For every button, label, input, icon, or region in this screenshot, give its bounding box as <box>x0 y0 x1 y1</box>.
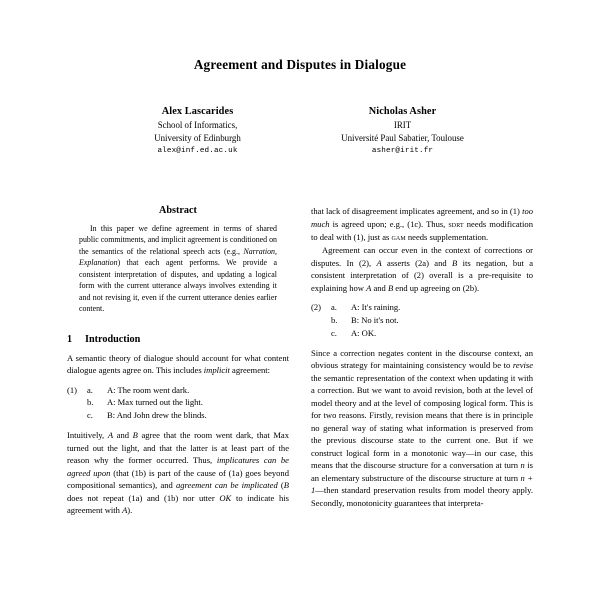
author-affiliation-line2: University of Edinburgh <box>154 133 241 144</box>
abstract-text-3: ) that each agent performs. We provide a consistent interpretation of disputes, and updating a logical form with the current utterance always involves extending it and not revising it, even if the current utterance denies earlier content. <box>79 258 277 314</box>
example-item-text: B: No it's not. <box>351 315 399 326</box>
right-paragraph-1 <box>311 205 533 244</box>
r2-text-4: and <box>371 282 388 293</box>
author-name: Alex Lascarides <box>161 105 234 117</box>
author-block-2 <box>300 105 505 157</box>
intro-italic-implicit: implicit <box>203 365 230 376</box>
example-item-text: A: OK. <box>351 327 377 338</box>
example-item <box>311 301 533 314</box>
abstract-italic-explanation: Explanation <box>79 258 118 268</box>
author-affiliation-line1: IRIT <box>393 120 412 131</box>
example-item <box>67 384 289 397</box>
intro-paragraph <box>67 352 289 377</box>
p2-text-8: ). <box>127 505 133 516</box>
r2-text-2: asserts (2a) and <box>381 257 452 268</box>
p2-text-1: Intuitively, <box>67 430 108 441</box>
r3-text-4: —then standard preservation results from model theory apply. Secondly, monotonicity guarantees that interpreta- <box>311 485 533 508</box>
example-item <box>67 396 289 409</box>
example-number: (2) <box>311 302 321 313</box>
example-item-label: a. <box>331 302 337 313</box>
p2-text-5: ( <box>277 480 284 491</box>
var-b: B <box>451 257 458 268</box>
r1-text-3: needs modification to deal with (1), just as <box>311 218 533 242</box>
author-email[interactable]: asher@irit.fr <box>371 146 434 155</box>
var-a: A <box>107 430 114 441</box>
example-item-label: c. <box>87 410 93 421</box>
r2-text-1: Agreement can occur even in the context of corrections or disputes. In (2), <box>311 245 533 268</box>
var-b2: B <box>283 480 290 491</box>
example-item-label: c. <box>331 327 337 338</box>
r3-text-2: the semantic representation of the context when updating it with a correction. But we want to avoid revision, both at the level of model theory and at the level of composing logical form. This is for two reasons. Firstly, revision means that there is in principle no general way of stating what information is preserved from the previous discourse state to the current one. But if we construct logical form in a monotonic way—in our case, this means that the discourse structure for a conversation at turn <box>311 372 533 471</box>
author-block-1 <box>95 105 300 157</box>
p2-italic-ok: OK <box>219 492 232 503</box>
intro-text-2: agreement: <box>229 365 271 376</box>
p2-text-2: and <box>113 430 133 441</box>
var-a2: A <box>122 505 128 516</box>
example-item <box>311 314 533 327</box>
abstract-heading: Abstract <box>159 205 197 216</box>
author-email[interactable]: alex@inf.ed.ac.uk <box>157 146 238 155</box>
example-item-text: A: It's raining. <box>351 302 401 313</box>
smallcaps-gam: gam <box>391 231 406 242</box>
author-list <box>0 105 600 157</box>
example-item-text: A: Max turned out the light. <box>107 397 203 408</box>
r1-text-1: that lack of disagreement implicates agreement, and so in (1) <box>311 206 523 216</box>
page-title: Agreement and Disputes in Dialogue <box>193 57 407 72</box>
r3-text-1: Since a correction negates content in the discourse context, an obvious strategy for maintaining consistency would be to <box>311 347 533 371</box>
example-item-text: B: And John drew the blinds. <box>107 410 207 421</box>
example-item-text: A: The room went dark. <box>107 384 190 395</box>
abstract-text-1: In this paper we define agreement in terms of shared public commitments, and implicit agreement is conditioned on the semantics of the relational speech acts (e.g., <box>79 224 277 256</box>
p2-text-3: agree that the room went dark, that Max turned out the light, and that the latter is at least part of the reason why the former occurred. Thus, <box>67 430 289 466</box>
author-affiliation-line2: Université Paul Sabatier, Toulouse <box>341 133 464 144</box>
var-b2: B <box>387 282 394 293</box>
author-name: Nicholas Asher <box>368 105 437 117</box>
example-2 <box>311 301 533 339</box>
p2-text-7: to indicate his agreement with <box>67 492 289 516</box>
intro-text-1: A semantic theory of dialogue should account for what content dialogue agents agree on. This includes <box>67 352 289 376</box>
example-number: (1) <box>67 384 77 395</box>
right-paragraph-3 <box>311 347 533 510</box>
var-a2: A <box>366 282 372 293</box>
r3-italic-revise: revise <box>512 360 533 371</box>
var-a: A <box>376 257 382 268</box>
section-heading-introduction <box>67 334 289 345</box>
example-item-label: b. <box>87 397 94 408</box>
abstract-italic-narration: Narration <box>243 246 276 256</box>
r2-text-3: its negation, but a consistent interpretation of (2) overall is a pre-requisite to explaining how <box>311 257 533 293</box>
p2-text-6: does not repeat (1a) and (1b) nor utter <box>67 492 220 503</box>
r2-text-5: end up agreeing on (2b). <box>393 282 480 293</box>
example-item-label: a. <box>87 384 93 395</box>
p2-italic-agreement: agreement can be implicated <box>175 480 278 491</box>
abstract-text-2: , <box>275 246 277 256</box>
var-b: B <box>132 430 138 441</box>
left-paragraph-2 <box>67 429 289 517</box>
section-number: 1 <box>67 333 73 345</box>
right-paragraph-2 <box>311 244 533 294</box>
r1-text-2: is agreed upon; e.g., (1c). Thus, <box>329 218 449 229</box>
p2-italic-implicatures: implicatures can be agreed upon <box>67 455 289 478</box>
r1-text-4: needs supplementation. <box>405 231 489 242</box>
p2-text-4: (that (1b) is part of the cause of (1a) goes beyond compositional semantics), and <box>67 467 289 491</box>
body-columns <box>0 205 600 517</box>
var-n-plus-1: n + 1 <box>311 472 533 496</box>
example-item <box>67 409 289 422</box>
example-1 <box>67 384 289 422</box>
abstract-body <box>79 223 277 315</box>
author-affiliation-line1: School of Informatics, <box>157 120 238 131</box>
smallcaps-sdrt: sdrt <box>448 218 464 229</box>
example-item-label: b. <box>331 315 338 326</box>
left-column <box>67 205 289 517</box>
var-n: n <box>520 460 525 471</box>
r1-italic-toomuch: too much <box>311 206 533 229</box>
right-column <box>311 205 533 517</box>
example-item <box>311 327 533 340</box>
section-title: Introduction <box>85 333 141 345</box>
r3-text-3: is an elementary substructure of the discourse structure at turn <box>311 460 533 483</box>
